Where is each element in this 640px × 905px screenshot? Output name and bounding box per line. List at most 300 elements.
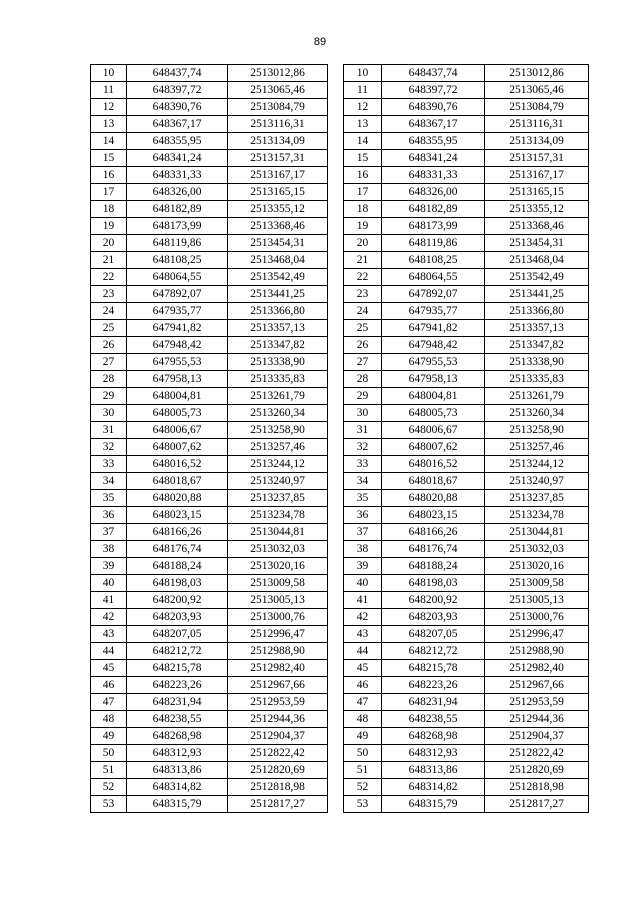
y-coordinate-cell: 2513454,31 bbox=[485, 235, 589, 252]
y-coordinate-cell: 2513012,86 bbox=[485, 65, 589, 82]
point-number-cell: 52 bbox=[91, 779, 127, 796]
table-row bbox=[344, 286, 589, 303]
x-coordinate-cell: 648367,17 bbox=[127, 116, 228, 133]
table-row bbox=[91, 728, 328, 745]
y-coordinate-cell: 2513257,46 bbox=[485, 439, 589, 456]
point-number-cell: 33 bbox=[344, 456, 382, 473]
x-coordinate-cell: 648203,93 bbox=[382, 609, 485, 626]
x-coordinate-cell: 648437,74 bbox=[382, 65, 485, 82]
y-coordinate-cell: 2513368,46 bbox=[228, 218, 328, 235]
point-number-cell: 38 bbox=[344, 541, 382, 558]
table-row bbox=[344, 133, 589, 150]
x-coordinate-cell: 648314,82 bbox=[382, 779, 485, 796]
y-coordinate-cell: 2513234,78 bbox=[228, 507, 328, 524]
y-coordinate-cell: 2513542,49 bbox=[485, 269, 589, 286]
x-coordinate-cell: 648223,26 bbox=[127, 677, 228, 694]
table-row bbox=[344, 456, 589, 473]
point-number-cell: 51 bbox=[344, 762, 382, 779]
y-coordinate-cell: 2513355,12 bbox=[485, 201, 589, 218]
point-number-cell: 46 bbox=[344, 677, 382, 694]
x-coordinate-cell: 647892,07 bbox=[127, 286, 228, 303]
y-coordinate-cell: 2512904,37 bbox=[228, 728, 328, 745]
table-row bbox=[344, 371, 589, 388]
table-row bbox=[344, 575, 589, 592]
x-coordinate-cell: 648390,76 bbox=[127, 99, 228, 116]
y-coordinate-cell: 2512996,47 bbox=[485, 626, 589, 643]
x-coordinate-cell: 648313,86 bbox=[127, 762, 228, 779]
y-coordinate-cell: 2513165,15 bbox=[228, 184, 328, 201]
point-number-cell: 24 bbox=[91, 303, 127, 320]
table-row bbox=[344, 422, 589, 439]
y-coordinate-cell: 2513020,16 bbox=[228, 558, 328, 575]
table-row bbox=[91, 320, 328, 337]
table-row bbox=[91, 422, 328, 439]
table-row bbox=[344, 541, 589, 558]
x-coordinate-cell: 648004,81 bbox=[382, 388, 485, 405]
y-coordinate-cell: 2513032,03 bbox=[228, 541, 328, 558]
table-row bbox=[344, 626, 589, 643]
y-coordinate-cell: 2513009,58 bbox=[485, 575, 589, 592]
x-coordinate-cell: 648006,67 bbox=[382, 422, 485, 439]
table-row bbox=[91, 711, 328, 728]
y-coordinate-cell: 2512988,90 bbox=[485, 643, 589, 660]
point-number-cell: 18 bbox=[91, 201, 127, 218]
y-coordinate-cell: 2512982,40 bbox=[485, 660, 589, 677]
point-number-cell: 48 bbox=[344, 711, 382, 728]
y-coordinate-cell: 2513065,46 bbox=[228, 82, 328, 99]
table-row bbox=[344, 728, 589, 745]
x-coordinate-cell: 648173,99 bbox=[127, 218, 228, 235]
table-row bbox=[344, 405, 589, 422]
table-row bbox=[344, 218, 589, 235]
table-row bbox=[344, 796, 589, 813]
point-number-cell: 20 bbox=[91, 235, 127, 252]
x-coordinate-cell: 648312,93 bbox=[127, 745, 228, 762]
y-coordinate-cell: 2512818,98 bbox=[228, 779, 328, 796]
table-row bbox=[344, 116, 589, 133]
y-coordinate-cell: 2513261,79 bbox=[228, 388, 328, 405]
y-coordinate-cell: 2512996,47 bbox=[228, 626, 328, 643]
y-coordinate-cell: 2513261,79 bbox=[485, 388, 589, 405]
x-coordinate-cell: 648166,26 bbox=[127, 524, 228, 541]
point-number-cell: 26 bbox=[91, 337, 127, 354]
point-number-cell: 48 bbox=[91, 711, 127, 728]
x-coordinate-cell: 648212,72 bbox=[382, 643, 485, 660]
table-row bbox=[91, 405, 328, 422]
y-coordinate-cell: 2513167,17 bbox=[485, 167, 589, 184]
point-number-cell: 23 bbox=[344, 286, 382, 303]
point-number-cell: 44 bbox=[344, 643, 382, 660]
y-coordinate-cell: 2513044,81 bbox=[228, 524, 328, 541]
table-row bbox=[91, 116, 328, 133]
x-coordinate-cell: 648355,95 bbox=[127, 133, 228, 150]
table-row bbox=[344, 677, 589, 694]
table-row bbox=[91, 490, 328, 507]
table-row bbox=[91, 184, 328, 201]
table-row bbox=[91, 558, 328, 575]
x-coordinate-cell: 648064,55 bbox=[382, 269, 485, 286]
x-coordinate-cell: 647958,13 bbox=[382, 371, 485, 388]
table-row bbox=[91, 456, 328, 473]
x-coordinate-cell: 648182,89 bbox=[127, 201, 228, 218]
y-coordinate-cell: 2512944,36 bbox=[485, 711, 589, 728]
y-coordinate-cell: 2513009,58 bbox=[228, 575, 328, 592]
point-number-cell: 49 bbox=[344, 728, 382, 745]
x-coordinate-cell: 648397,72 bbox=[382, 82, 485, 99]
y-coordinate-cell: 2513157,31 bbox=[228, 150, 328, 167]
point-number-cell: 12 bbox=[91, 99, 127, 116]
point-number-cell: 53 bbox=[344, 796, 382, 813]
x-coordinate-cell: 648326,00 bbox=[382, 184, 485, 201]
x-coordinate-cell: 647948,42 bbox=[382, 337, 485, 354]
point-number-cell: 30 bbox=[91, 405, 127, 422]
point-number-cell: 50 bbox=[344, 745, 382, 762]
table-row bbox=[91, 388, 328, 405]
table-row bbox=[344, 524, 589, 541]
table-row bbox=[344, 354, 589, 371]
table-row bbox=[344, 762, 589, 779]
x-coordinate-cell: 648005,73 bbox=[382, 405, 485, 422]
x-coordinate-cell: 648203,93 bbox=[127, 609, 228, 626]
x-coordinate-cell: 647955,53 bbox=[382, 354, 485, 371]
y-coordinate-cell: 2513441,25 bbox=[485, 286, 589, 303]
point-number-cell: 43 bbox=[91, 626, 127, 643]
x-coordinate-cell: 648176,74 bbox=[382, 541, 485, 558]
point-number-cell: 15 bbox=[344, 150, 382, 167]
point-number-cell: 32 bbox=[91, 439, 127, 456]
table-row bbox=[344, 643, 589, 660]
x-coordinate-cell: 648215,78 bbox=[127, 660, 228, 677]
point-number-cell: 36 bbox=[344, 507, 382, 524]
y-coordinate-cell: 2513240,97 bbox=[228, 473, 328, 490]
x-coordinate-cell: 648006,67 bbox=[127, 422, 228, 439]
x-coordinate-cell: 648016,52 bbox=[382, 456, 485, 473]
y-coordinate-cell: 2513454,31 bbox=[228, 235, 328, 252]
y-coordinate-cell: 2513084,79 bbox=[485, 99, 589, 116]
x-coordinate-cell: 648119,86 bbox=[382, 235, 485, 252]
point-number-cell: 45 bbox=[91, 660, 127, 677]
point-number-cell: 15 bbox=[91, 150, 127, 167]
point-number-cell: 45 bbox=[344, 660, 382, 677]
x-coordinate-cell: 648238,55 bbox=[127, 711, 228, 728]
point-number-cell: 16 bbox=[91, 167, 127, 184]
point-number-cell: 35 bbox=[91, 490, 127, 507]
x-coordinate-cell: 648315,79 bbox=[382, 796, 485, 813]
point-number-cell: 27 bbox=[91, 354, 127, 371]
table-row bbox=[344, 660, 589, 677]
table-row bbox=[344, 609, 589, 626]
x-coordinate-cell: 648173,99 bbox=[382, 218, 485, 235]
point-number-cell: 14 bbox=[91, 133, 127, 150]
x-coordinate-cell: 648397,72 bbox=[127, 82, 228, 99]
table-row bbox=[344, 150, 589, 167]
x-coordinate-cell: 648200,92 bbox=[127, 592, 228, 609]
x-coordinate-cell: 648188,24 bbox=[382, 558, 485, 575]
y-coordinate-cell: 2512982,40 bbox=[228, 660, 328, 677]
point-number-cell: 38 bbox=[91, 541, 127, 558]
y-coordinate-cell: 2513347,82 bbox=[228, 337, 328, 354]
y-coordinate-cell: 2513441,25 bbox=[228, 286, 328, 303]
point-number-cell: 26 bbox=[344, 337, 382, 354]
y-coordinate-cell: 2513335,83 bbox=[485, 371, 589, 388]
x-coordinate-cell: 648390,76 bbox=[382, 99, 485, 116]
point-number-cell: 22 bbox=[91, 269, 127, 286]
x-coordinate-cell: 648119,86 bbox=[127, 235, 228, 252]
x-coordinate-cell: 648198,03 bbox=[127, 575, 228, 592]
y-coordinate-cell: 2512953,59 bbox=[228, 694, 328, 711]
y-coordinate-cell: 2512820,69 bbox=[228, 762, 328, 779]
x-coordinate-cell: 648182,89 bbox=[382, 201, 485, 218]
point-number-cell: 35 bbox=[344, 490, 382, 507]
x-coordinate-cell: 647958,13 bbox=[127, 371, 228, 388]
point-number-cell: 37 bbox=[91, 524, 127, 541]
table-row bbox=[344, 694, 589, 711]
point-number-cell: 24 bbox=[344, 303, 382, 320]
point-number-cell: 28 bbox=[91, 371, 127, 388]
y-coordinate-cell: 2513005,13 bbox=[228, 592, 328, 609]
x-coordinate-cell: 648315,79 bbox=[127, 796, 228, 813]
x-coordinate-cell: 648207,05 bbox=[382, 626, 485, 643]
point-number-cell: 47 bbox=[91, 694, 127, 711]
x-coordinate-cell: 648367,17 bbox=[382, 116, 485, 133]
x-coordinate-cell: 648018,67 bbox=[127, 473, 228, 490]
y-coordinate-cell: 2513542,49 bbox=[228, 269, 328, 286]
y-coordinate-cell: 2513237,85 bbox=[485, 490, 589, 507]
point-number-cell: 49 bbox=[91, 728, 127, 745]
table-row bbox=[344, 184, 589, 201]
table-row bbox=[344, 201, 589, 218]
x-coordinate-cell: 647941,82 bbox=[127, 320, 228, 337]
table-row bbox=[91, 303, 328, 320]
point-number-cell: 20 bbox=[344, 235, 382, 252]
point-number-cell: 27 bbox=[344, 354, 382, 371]
y-coordinate-cell: 2513084,79 bbox=[228, 99, 328, 116]
x-coordinate-cell: 648005,73 bbox=[127, 405, 228, 422]
y-coordinate-cell: 2512904,37 bbox=[485, 728, 589, 745]
table-row bbox=[91, 133, 328, 150]
y-coordinate-cell: 2513244,12 bbox=[485, 456, 589, 473]
y-coordinate-cell: 2512953,59 bbox=[485, 694, 589, 711]
y-coordinate-cell: 2513335,83 bbox=[228, 371, 328, 388]
point-number-cell: 14 bbox=[344, 133, 382, 150]
y-coordinate-cell: 2513000,76 bbox=[485, 609, 589, 626]
table-row bbox=[344, 303, 589, 320]
table-row bbox=[91, 643, 328, 660]
y-coordinate-cell: 2513165,15 bbox=[485, 184, 589, 201]
x-coordinate-cell: 648166,26 bbox=[382, 524, 485, 541]
x-coordinate-cell: 647955,53 bbox=[127, 354, 228, 371]
y-coordinate-cell: 2513134,09 bbox=[485, 133, 589, 150]
point-number-cell: 43 bbox=[344, 626, 382, 643]
y-coordinate-cell: 2513000,76 bbox=[228, 609, 328, 626]
table-row bbox=[344, 779, 589, 796]
point-number-cell: 25 bbox=[344, 320, 382, 337]
table-row bbox=[344, 337, 589, 354]
table-row bbox=[344, 558, 589, 575]
x-coordinate-cell: 648023,15 bbox=[382, 507, 485, 524]
x-coordinate-cell: 647941,82 bbox=[382, 320, 485, 337]
point-number-cell: 47 bbox=[344, 694, 382, 711]
table-row bbox=[91, 201, 328, 218]
x-coordinate-cell: 648331,33 bbox=[127, 167, 228, 184]
point-number-cell: 23 bbox=[91, 286, 127, 303]
point-number-cell: 11 bbox=[344, 82, 382, 99]
y-coordinate-cell: 2512817,27 bbox=[485, 796, 589, 813]
y-coordinate-cell: 2513260,34 bbox=[228, 405, 328, 422]
point-number-cell: 18 bbox=[344, 201, 382, 218]
y-coordinate-cell: 2512944,36 bbox=[228, 711, 328, 728]
point-number-cell: 12 bbox=[344, 99, 382, 116]
y-coordinate-cell: 2512817,27 bbox=[228, 796, 328, 813]
x-coordinate-cell: 648231,94 bbox=[382, 694, 485, 711]
table-row bbox=[91, 65, 328, 82]
table-row bbox=[344, 320, 589, 337]
point-number-cell: 19 bbox=[91, 218, 127, 235]
x-coordinate-cell: 648341,24 bbox=[127, 150, 228, 167]
point-number-cell: 50 bbox=[91, 745, 127, 762]
y-coordinate-cell: 2513338,90 bbox=[485, 354, 589, 371]
point-number-cell: 21 bbox=[344, 252, 382, 269]
point-number-cell: 29 bbox=[91, 388, 127, 405]
x-coordinate-cell: 648355,95 bbox=[382, 133, 485, 150]
table-row bbox=[91, 286, 328, 303]
point-number-cell: 46 bbox=[91, 677, 127, 694]
x-coordinate-cell: 648016,52 bbox=[127, 456, 228, 473]
table-row bbox=[344, 507, 589, 524]
y-coordinate-cell: 2513116,31 bbox=[228, 116, 328, 133]
point-number-cell: 52 bbox=[344, 779, 382, 796]
table-row bbox=[344, 252, 589, 269]
table-row bbox=[91, 99, 328, 116]
y-coordinate-cell: 2513244,12 bbox=[228, 456, 328, 473]
table-row bbox=[344, 745, 589, 762]
y-coordinate-cell: 2513044,81 bbox=[485, 524, 589, 541]
x-coordinate-cell: 648326,00 bbox=[127, 184, 228, 201]
table-row bbox=[344, 167, 589, 184]
table-row bbox=[91, 779, 328, 796]
point-number-cell: 19 bbox=[344, 218, 382, 235]
point-number-cell: 36 bbox=[91, 507, 127, 524]
y-coordinate-cell: 2513347,82 bbox=[485, 337, 589, 354]
point-number-cell: 10 bbox=[344, 65, 382, 82]
table-row bbox=[91, 609, 328, 626]
table-row bbox=[91, 439, 328, 456]
point-number-cell: 29 bbox=[344, 388, 382, 405]
table-row bbox=[344, 388, 589, 405]
point-number-cell: 40 bbox=[91, 575, 127, 592]
table-row bbox=[344, 99, 589, 116]
point-number-cell: 21 bbox=[91, 252, 127, 269]
x-coordinate-cell: 648268,98 bbox=[127, 728, 228, 745]
x-coordinate-cell: 648223,26 bbox=[382, 677, 485, 694]
x-coordinate-cell: 648018,67 bbox=[382, 473, 485, 490]
y-coordinate-cell: 2513032,03 bbox=[485, 541, 589, 558]
point-number-cell: 44 bbox=[91, 643, 127, 660]
point-number-cell: 39 bbox=[91, 558, 127, 575]
table-row bbox=[91, 541, 328, 558]
x-coordinate-cell: 648200,92 bbox=[382, 592, 485, 609]
point-number-cell: 22 bbox=[344, 269, 382, 286]
table-row bbox=[91, 235, 328, 252]
table-row bbox=[344, 711, 589, 728]
table-row bbox=[91, 626, 328, 643]
x-coordinate-cell: 648341,24 bbox=[382, 150, 485, 167]
x-coordinate-cell: 648215,78 bbox=[382, 660, 485, 677]
page-number: 89 bbox=[313, 36, 327, 48]
table-row bbox=[91, 745, 328, 762]
table-row bbox=[344, 473, 589, 490]
x-coordinate-cell: 648331,33 bbox=[382, 167, 485, 184]
table-row bbox=[91, 167, 328, 184]
point-number-cell: 53 bbox=[91, 796, 127, 813]
coordinates-table-right bbox=[343, 64, 589, 813]
table-row bbox=[91, 507, 328, 524]
table-row bbox=[344, 592, 589, 609]
table-row bbox=[344, 65, 589, 82]
y-coordinate-cell: 2512820,69 bbox=[485, 762, 589, 779]
y-coordinate-cell: 2513355,12 bbox=[228, 201, 328, 218]
y-coordinate-cell: 2513468,04 bbox=[228, 252, 328, 269]
x-coordinate-cell: 648020,88 bbox=[382, 490, 485, 507]
point-number-cell: 13 bbox=[344, 116, 382, 133]
y-coordinate-cell: 2513366,80 bbox=[485, 303, 589, 320]
y-coordinate-cell: 2513258,90 bbox=[485, 422, 589, 439]
point-number-cell: 41 bbox=[91, 592, 127, 609]
y-coordinate-cell: 2512818,98 bbox=[485, 779, 589, 796]
point-number-cell: 32 bbox=[344, 439, 382, 456]
coordinates-table-left bbox=[90, 64, 328, 813]
y-coordinate-cell: 2513237,85 bbox=[228, 490, 328, 507]
table-row bbox=[344, 490, 589, 507]
point-number-cell: 16 bbox=[344, 167, 382, 184]
x-coordinate-cell: 648007,62 bbox=[127, 439, 228, 456]
table-row bbox=[91, 252, 328, 269]
y-coordinate-cell: 2513338,90 bbox=[228, 354, 328, 371]
x-coordinate-cell: 648004,81 bbox=[127, 388, 228, 405]
y-coordinate-cell: 2513157,31 bbox=[485, 150, 589, 167]
point-number-cell: 13 bbox=[91, 116, 127, 133]
table-row bbox=[91, 269, 328, 286]
x-coordinate-cell: 648020,88 bbox=[127, 490, 228, 507]
table-row bbox=[91, 371, 328, 388]
point-number-cell: 25 bbox=[91, 320, 127, 337]
y-coordinate-cell: 2513240,97 bbox=[485, 473, 589, 490]
table-row bbox=[91, 150, 328, 167]
table-row bbox=[344, 82, 589, 99]
point-number-cell: 34 bbox=[344, 473, 382, 490]
y-coordinate-cell: 2513234,78 bbox=[485, 507, 589, 524]
point-number-cell: 31 bbox=[91, 422, 127, 439]
point-number-cell: 34 bbox=[91, 473, 127, 490]
x-coordinate-cell: 648188,24 bbox=[127, 558, 228, 575]
table-row bbox=[91, 337, 328, 354]
table-row bbox=[91, 694, 328, 711]
x-coordinate-cell: 648007,62 bbox=[382, 439, 485, 456]
y-coordinate-cell: 2513366,80 bbox=[228, 303, 328, 320]
y-coordinate-cell: 2513020,16 bbox=[485, 558, 589, 575]
x-coordinate-cell: 648023,15 bbox=[127, 507, 228, 524]
x-coordinate-cell: 648108,25 bbox=[382, 252, 485, 269]
y-coordinate-cell: 2513134,09 bbox=[228, 133, 328, 150]
y-coordinate-cell: 2513260,34 bbox=[485, 405, 589, 422]
point-number-cell: 40 bbox=[344, 575, 382, 592]
y-coordinate-cell: 2512822,42 bbox=[485, 745, 589, 762]
point-number-cell: 31 bbox=[344, 422, 382, 439]
y-coordinate-cell: 2513468,04 bbox=[485, 252, 589, 269]
y-coordinate-cell: 2513065,46 bbox=[485, 82, 589, 99]
x-coordinate-cell: 648176,74 bbox=[127, 541, 228, 558]
point-number-cell: 51 bbox=[91, 762, 127, 779]
